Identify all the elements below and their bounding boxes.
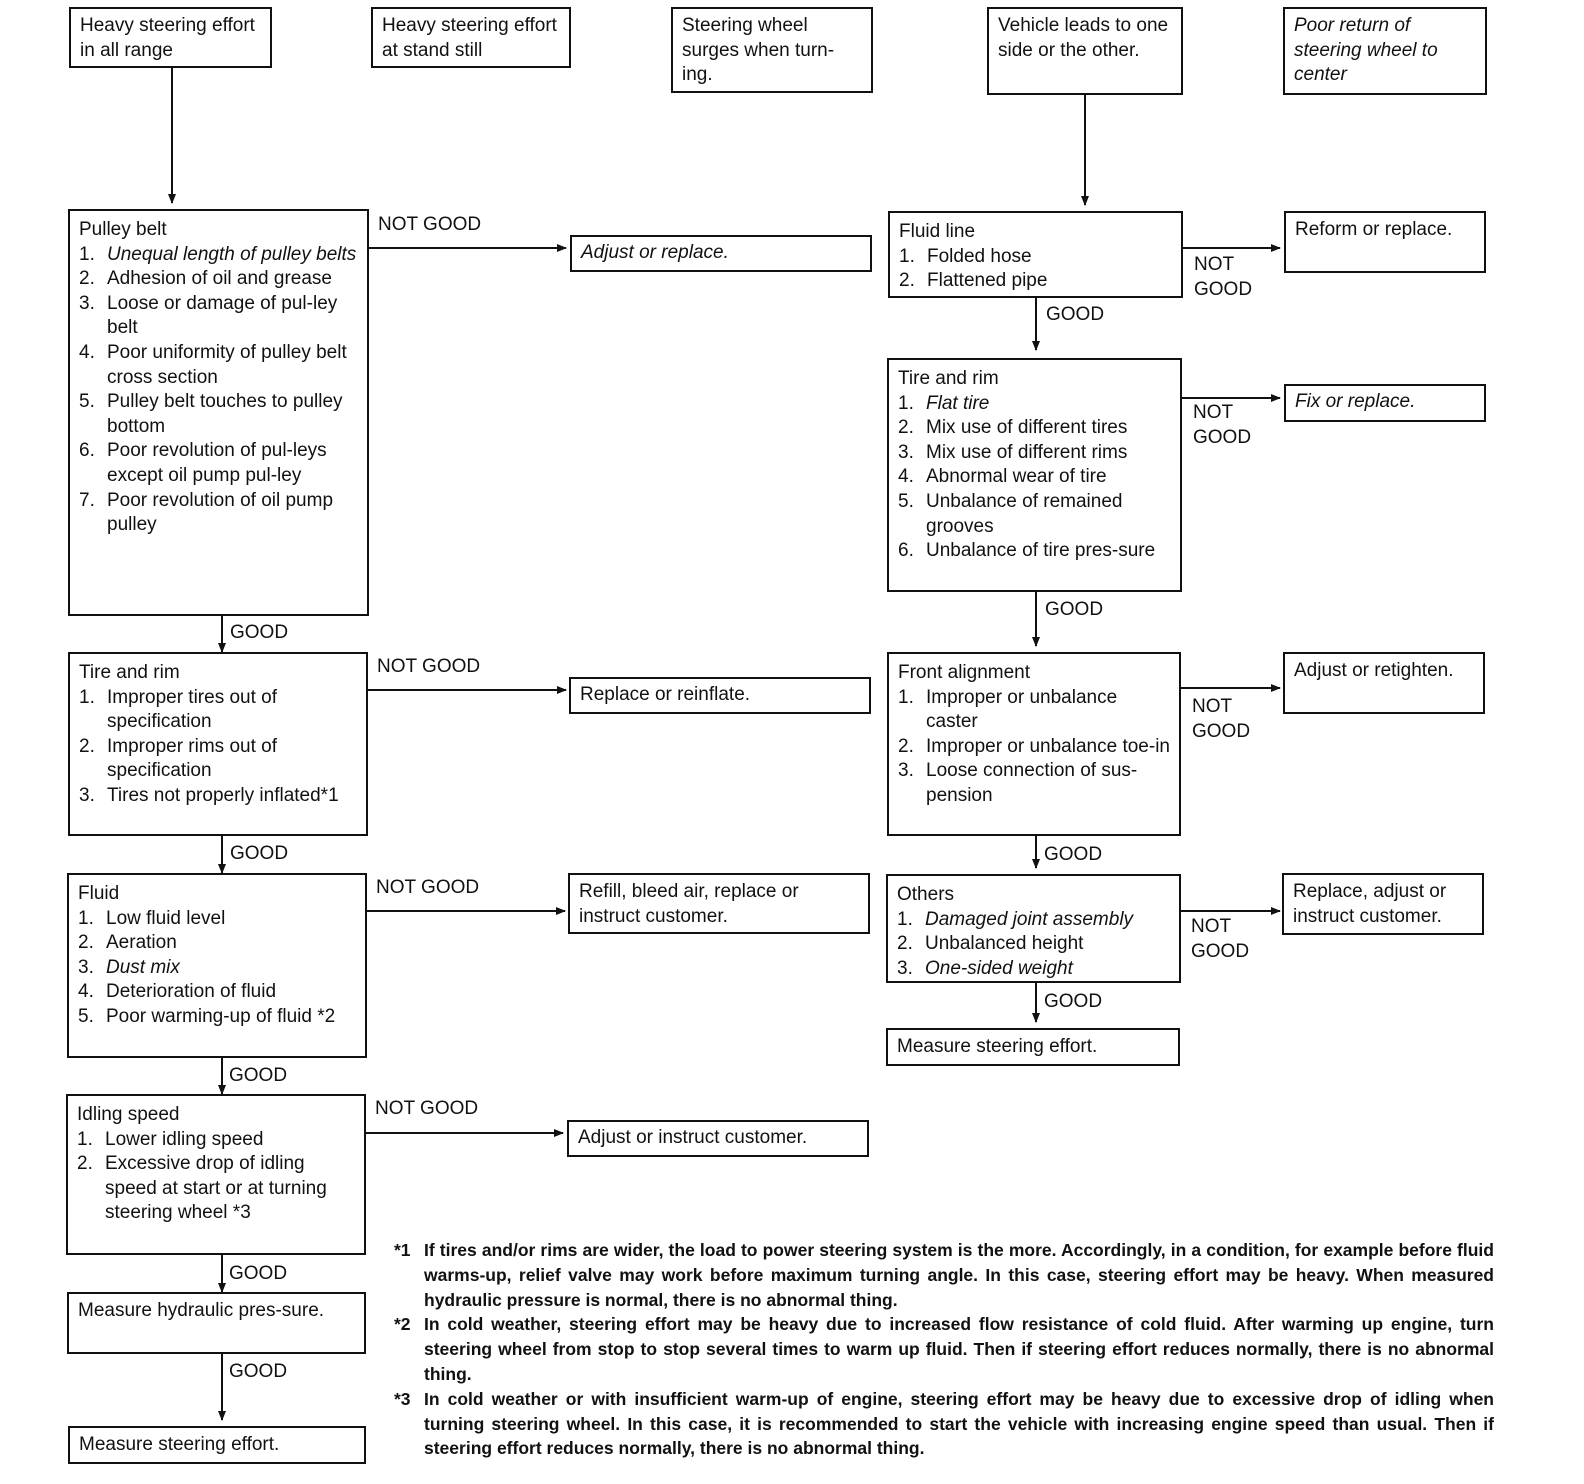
- footnote-mark: *2: [394, 1314, 411, 1335]
- label-good-tire-left: GOOD: [230, 843, 289, 864]
- footnote-mark: *3: [394, 1388, 411, 1409]
- action-text: Measure steering effort.: [79, 1434, 280, 1455]
- action-text: Replace or reinflate.: [580, 684, 751, 705]
- symptom-wheel-surges: [671, 7, 873, 93]
- list-item: 3. Tires not properly inflated*1: [79, 784, 339, 806]
- action-text: Refill, bleed air, replace or instruct customer.: [579, 881, 799, 927]
- list-item: 1. Folded hose: [899, 245, 1032, 267]
- label-good-fluid: GOOD: [229, 1065, 288, 1086]
- check-title: Fluid: [78, 883, 120, 904]
- list-item: 4. Abnormal wear of tire: [898, 466, 1107, 488]
- action-text: Adjust or retighten.: [1294, 660, 1454, 681]
- footnote-text: In cold weather, steering effort may be heavy due to increased flow resistance of cold fluid. After warming up engine, turn steering wheel from stop to stop several times to warm up fluid. Then if steering effort reduces normally, there is no abnormal thing.: [424, 1314, 1494, 1384]
- list-item: 5. Unbalance of remained grooves: [898, 490, 1123, 537]
- check-title: Pulley belt: [79, 219, 167, 240]
- list-item: 7. Poor revolution of oil pump pulley: [79, 489, 334, 536]
- list-item: 1. Flat tire: [898, 392, 990, 414]
- symptom-text: Poor return of steering wheel to center: [1294, 15, 1438, 86]
- label-not-good-fluid: NOT GOOD: [376, 877, 480, 898]
- list-item: 2. Improper rims out of specification: [79, 735, 277, 782]
- label-good-tire-right: GOOD: [1045, 599, 1104, 620]
- check-idling-speed: [66, 1094, 366, 1255]
- label-good-fluid-line: GOOD: [1046, 304, 1105, 325]
- list-item: 5. Pulley belt touches to pulley bottom: [79, 391, 343, 437]
- check-tire-rim-left: [68, 652, 368, 836]
- check-pulley-belt: [68, 209, 369, 616]
- check-tire-rim-right: [887, 358, 1182, 592]
- check-front-alignment: [887, 652, 1181, 836]
- label-not-good-pulley: NOT GOOD: [378, 214, 482, 235]
- action-text: Replace, adjust or instruct customer.: [1293, 881, 1447, 927]
- action-adjust-retighten: [1283, 652, 1485, 714]
- list-item: 2. Excessive drop of idling speed at start or at turning steering wheel *3: [77, 1153, 327, 1224]
- action-refill-bleed: [568, 873, 870, 934]
- list-item: 1. Lower idling speed: [77, 1128, 264, 1150]
- footnote-mark: *1: [394, 1240, 411, 1260]
- footnote: [394, 1387, 1494, 1461]
- action-replace-reinflate: [569, 677, 871, 714]
- footnote-text: In cold weather or with insufficient warm-up of engine, steering effort may be heavy due to excessive drop of idling when turning steering wheel. In this case, it is recommended to start the vehicle with increasing engine speed than usual. Then if steering effort reduces normally, there is no abnormal thing.: [424, 1388, 1494, 1459]
- list-item: 4. Poor uniformity of pulley belt cross section: [79, 341, 347, 388]
- measure-steering-effort-left: [68, 1426, 366, 1464]
- list-item: 3. Loose connection of sus-pension: [898, 760, 1138, 806]
- list-item: 2. Improper or unbalance toe-in: [898, 735, 1170, 757]
- action-text: Measure steering effort.: [897, 1036, 1098, 1057]
- symptom-vehicle-leads: [987, 7, 1183, 95]
- symptom-text: Heavy steering effort in all range: [80, 15, 255, 61]
- label-not-tire-right: NOT: [1193, 402, 1234, 423]
- check-fluid-line: [888, 211, 1183, 298]
- footnotes: [394, 1238, 1494, 1461]
- check-title: Tire and rim: [898, 368, 999, 389]
- label-good-alignment: GOOD: [1044, 844, 1103, 865]
- label-good-pulley: GOOD: [230, 622, 289, 643]
- label-not-fluid-line: NOT: [1194, 254, 1235, 275]
- label-good-others: GOOD: [1044, 991, 1103, 1012]
- symptom-poor-return: [1283, 7, 1487, 95]
- footnote: [394, 1238, 1494, 1312]
- label-good-word-fluid-line: GOOD: [1194, 279, 1253, 300]
- list-item: 2. Unbalanced height: [897, 933, 1084, 955]
- check-fluid: [67, 873, 367, 1058]
- label-good-word-others: GOOD: [1191, 941, 1250, 962]
- list-item: 2. Flattened pipe: [899, 270, 1048, 292]
- action-text: Fix or replace.: [1295, 391, 1416, 412]
- check-others: [886, 874, 1181, 983]
- footnote-text: If tires and/or rims are wider, the load to power steering system is the more. Accordingly, in a condition, for example before fluid warms-up, relief valve may work before maximum turning angle. In this case, steering effort may be heavy. When measured hydraulic pressure is normal, there is no abnormal thing.: [424, 1240, 1494, 1310]
- label-not-good-idling: NOT GOOD: [375, 1098, 479, 1119]
- check-title: Fluid line: [899, 221, 976, 242]
- action-text: Adjust or replace.: [581, 242, 729, 263]
- symptom-heavy-all-range: [69, 7, 272, 68]
- check-title: Front alignment: [898, 662, 1031, 683]
- action-adjust-replace: [570, 235, 872, 272]
- list-item: 1. Improper tires out of specification: [79, 686, 278, 733]
- list-item: 5. Poor warming-up of fluid *2: [78, 1005, 336, 1027]
- action-adjust-instruct: [567, 1120, 869, 1157]
- label-not-good-tire-left: NOT GOOD: [377, 656, 481, 677]
- list-item: 3. One-sided weight: [897, 957, 1073, 979]
- list-item: 3. Loose or damage of pul-ley belt: [79, 292, 338, 339]
- measure-steering-effort-right: [886, 1028, 1180, 1066]
- symptom-heavy-stand-still: [371, 7, 571, 68]
- label-good-idling: GOOD: [229, 1263, 288, 1284]
- check-title: Idling speed: [77, 1104, 180, 1125]
- list-item: 3. Dust mix: [78, 956, 180, 978]
- action-text: Adjust or instruct customer.: [578, 1127, 808, 1148]
- list-item: 3. Mix use of different rims: [898, 441, 1128, 463]
- footnote: [394, 1312, 1494, 1386]
- check-title: Tire and rim: [79, 662, 180, 683]
- list-item: 1. Unequal length of pulley belts: [79, 243, 357, 265]
- action-fix-replace: [1284, 384, 1486, 422]
- action-reform-replace: [1284, 211, 1486, 273]
- list-item: 2. Adhesion of oil and grease: [79, 268, 332, 290]
- action-replace-adjust-instruct: [1282, 873, 1484, 935]
- measure-hydraulic-pressure: [67, 1292, 366, 1354]
- action-text: Measure hydraulic pres-sure.: [78, 1300, 325, 1321]
- label-good-word-tire-right: GOOD: [1193, 427, 1252, 448]
- list-item: 2. Mix use of different tires: [898, 417, 1128, 439]
- list-item: 6. Unbalance of tire pres-sure: [898, 540, 1156, 562]
- list-item: 1. Low fluid level: [78, 907, 226, 929]
- list-item: 1. Damaged joint assembly: [897, 908, 1134, 930]
- list-item: 1. Improper or unbalance caster: [898, 686, 1118, 733]
- label-not-others: NOT: [1191, 916, 1232, 937]
- symptom-text: Heavy steering effort at stand still: [382, 15, 557, 61]
- list-item: 2. Aeration: [78, 932, 177, 954]
- label-good-hydraulic: GOOD: [229, 1361, 288, 1382]
- symptom-text: Vehicle leads to one side or the other.: [998, 15, 1169, 61]
- label-good-word-alignment: GOOD: [1192, 721, 1251, 742]
- list-item: 6. Poor revolution of pul-leys except oil pump pul-ley: [79, 440, 327, 486]
- label-not-alignment: NOT: [1192, 696, 1233, 717]
- list-item: 4. Deterioration of fluid: [78, 981, 277, 1003]
- action-text: Reform or replace.: [1295, 219, 1453, 240]
- symptom-text: Steering wheel surges when turn-ing.: [682, 15, 835, 86]
- check-title: Others: [897, 884, 955, 905]
